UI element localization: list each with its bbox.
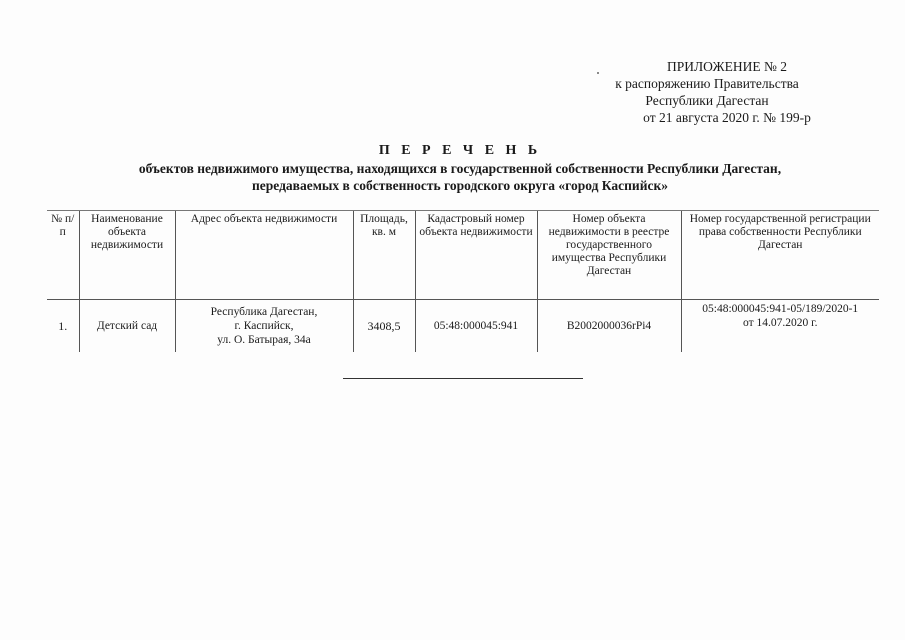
cell-cadastral: 05:48:000045:941 — [415, 300, 537, 353]
header-num: № п/п — [47, 211, 79, 300]
table-row — [47, 300, 879, 353]
appendix-order-ref: к распоряжению Правительства — [615, 76, 799, 91]
appendix-date: от 21 августа 2020 г. № 199-р — [643, 110, 811, 125]
address-line-1: Республика Дагестан, — [210, 306, 318, 318]
cell-address — [175, 300, 353, 353]
appendix-government: Республики Дагестан — [645, 93, 769, 108]
title-line-1: объектов недвижимого имущества, находящихся в государственной собственности Республики Дагестан, — [138, 161, 782, 176]
header-registration: Номер государственной регистрации права собственности Республики Дагестан — [681, 211, 879, 300]
cell-registration — [681, 300, 879, 353]
registration-line-1: 05:48:000045:941-05/189/2020-1 — [702, 303, 859, 315]
header-cadastral: Кадастровый номер объекта недвижимости — [415, 211, 537, 300]
cell-num: 1. — [58, 319, 68, 333]
header-registry: Номер объекта недвижимости в реестре государственного имущества Республики Дагестан — [537, 211, 681, 300]
property-table — [47, 210, 879, 352]
address-line-2: г. Каспийск, — [234, 320, 294, 332]
title-heading: П Е Р Е Ч Е Н Ь — [378, 143, 542, 158]
header-area: Площадь, кв. м — [353, 211, 415, 300]
appendix-number: ПРИЛОЖЕНИЕ № 2 — [666, 59, 788, 74]
cell-registry: В2002000036rPi4 — [537, 300, 681, 353]
end-divider — [343, 378, 583, 379]
address-line-3: ул. О. Батырая, 34а — [217, 334, 311, 346]
title-line-2: передаваемых в собственность городского округа «город Каспийск» — [251, 178, 668, 193]
document-title — [60, 142, 860, 194]
header-address: Адрес объекта недвижимости — [175, 211, 353, 300]
cell-area: 3408,5 — [353, 300, 415, 353]
appendix-header — [577, 58, 837, 126]
registration-line-2: от 14.07.2020 г. — [743, 317, 818, 329]
table-header-row — [47, 211, 879, 300]
cell-name: Детский сад — [79, 300, 175, 353]
header-name: Наименование объекта недвижимости — [79, 211, 175, 300]
